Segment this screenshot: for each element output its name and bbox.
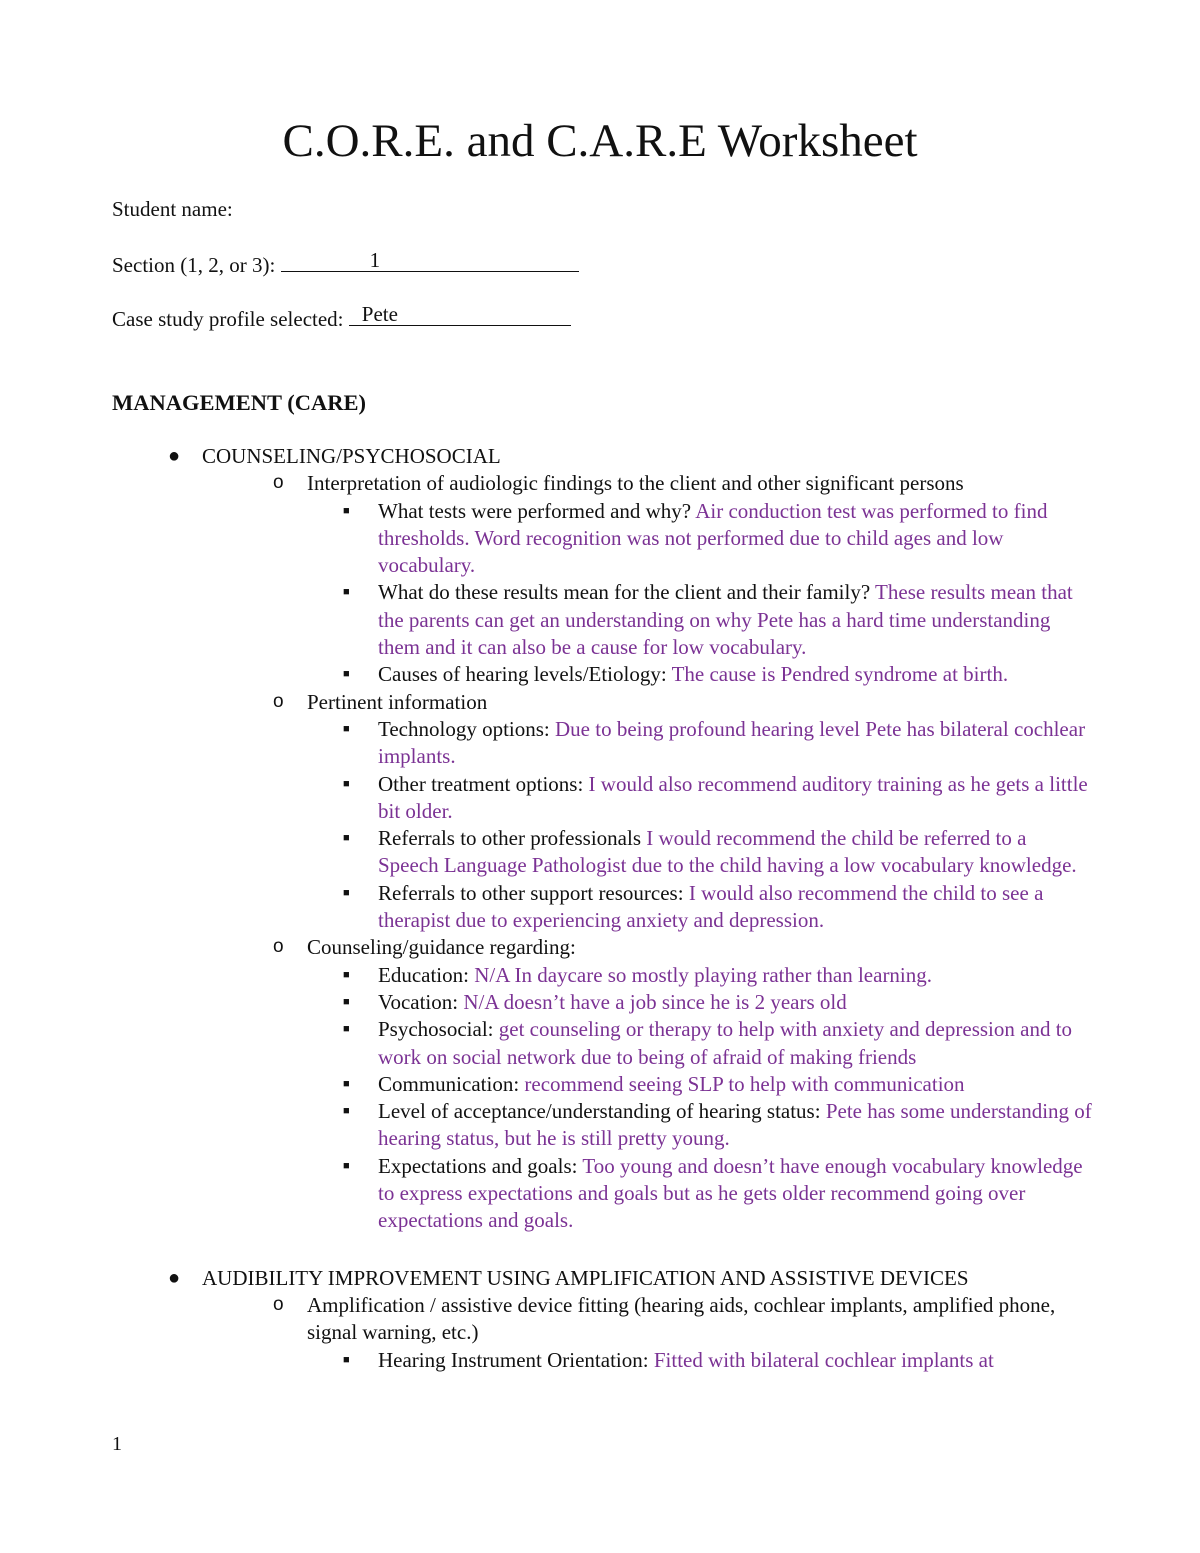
- bullet-marker: ●: [168, 1266, 181, 1289]
- section-spacer: [0, 1235, 1200, 1265]
- list-item: [0, 716, 1200, 771]
- question-text: Psychosocial:: [378, 1017, 494, 1042]
- sub-bullet-marker: o: [273, 1293, 284, 1315]
- answer-text: Due to being profound hearing level Pete has bilateral cochlear implants.: [378, 716, 1086, 769]
- list-item: [0, 825, 1200, 880]
- section-label: COUNSELING/PSYCHOSOCIAL: [202, 444, 501, 468]
- section-blank: [281, 249, 579, 272]
- subsection-label: Pertinent information: [307, 689, 488, 714]
- question-text: What tests were performed and why?: [378, 498, 692, 523]
- answer-text: Too young and doesn’t have enough vocabulary knowledge to express expectations and goals but as he gets older recommend going over expectations and goals.: [378, 1153, 1083, 1233]
- subsection-label: Counseling/guidance regarding:: [307, 935, 576, 960]
- bullet-marker: ●: [168, 445, 181, 467]
- answer-text: get counseling or therapy to help with anxiety and depression and to work on social network due to being of afraid of making friends: [378, 1017, 1073, 1069]
- sub-bullet-marker: o: [273, 472, 284, 494]
- case-study-blank: [349, 303, 571, 326]
- question-text: Hearing Instrument Orientation:: [378, 1347, 649, 1372]
- square-bullet-marker: ■: [343, 968, 350, 981]
- answer-text: recommend seeing SLP to help with communication: [524, 1071, 965, 1096]
- answer-text: N/A In daycare so mostly playing rather than learning.: [474, 962, 933, 987]
- list-item: [0, 962, 1200, 989]
- list-item: [0, 880, 1200, 935]
- square-bullet-marker: ■: [343, 995, 350, 1008]
- square-bullet-marker: ■: [343, 1105, 350, 1118]
- subsection-amplification: [0, 1292, 1200, 1347]
- student-name-label: Student name:: [112, 197, 233, 221]
- list-item: [0, 579, 1200, 661]
- question-text: Technology options:: [378, 716, 550, 741]
- page-number: 1: [112, 1433, 122, 1455]
- square-bullet-marker: ■: [343, 886, 350, 899]
- question-text: Communication:: [378, 1071, 520, 1096]
- answer-text: Air conduction test was performed to find thresholds. Word recognition was not performed due to child ages and low vocabulary.: [378, 498, 1048, 578]
- square-bullet-marker: ■: [343, 504, 350, 517]
- list-item: [0, 498, 1200, 580]
- question-text: Level of acceptance/understanding of hearing status:: [378, 1099, 821, 1124]
- list-item: [0, 1071, 1200, 1098]
- list-item: [0, 661, 1200, 688]
- answer-text: I would recommend the child be referred to a Speech Language Pathologist due to the child having a low vocabulary knowledge.: [378, 826, 1077, 878]
- subsection-guidance: [0, 934, 1200, 961]
- square-bullet-marker: ■: [343, 777, 350, 790]
- square-bullet-marker: ■: [343, 668, 350, 681]
- case-study-value: Pete: [361, 302, 398, 326]
- square-bullet-marker: ■: [343, 722, 350, 735]
- answer-text: The cause is Pendred syndrome at birth.: [671, 662, 1009, 687]
- worksheet-title: C.O.R.E. and C.A.R.E Worksheet: [282, 115, 918, 167]
- sub-bullet-marker: o: [273, 690, 284, 712]
- square-bullet-marker: ■: [343, 1353, 350, 1366]
- subsection-interpretation: [0, 470, 1200, 497]
- counseling-section: [0, 443, 1200, 470]
- question-text: Expectations and goals:: [378, 1153, 578, 1178]
- subsection-label: Interpretation of audiologic findings to the client and other significant persons: [307, 471, 964, 496]
- section-value: 1: [369, 248, 381, 272]
- management-heading: MANAGEMENT (CARE): [112, 390, 366, 415]
- list-item: [0, 989, 1200, 1016]
- list-item: [0, 1098, 1200, 1153]
- question-text: Other treatment options:: [378, 771, 584, 796]
- section-label: Section (1, 2, or 3):: [112, 253, 276, 277]
- sub-bullet-marker: o: [273, 936, 284, 958]
- question-text: Referrals to other professionals: [378, 826, 642, 851]
- square-bullet-marker: ■: [343, 1077, 350, 1090]
- answer-text: Fitted with bilateral cochlear implants at: [653, 1347, 994, 1372]
- section-label: AUDIBILITY IMPROVEMENT USING AMPLIFICATION AND ASSISTIVE DEVICES: [202, 1265, 969, 1290]
- square-bullet-marker: ■: [343, 1159, 350, 1172]
- answer-text: These results mean that the parents can get an understanding on why Pete has a hard time understanding them and it can also be a cause for low vocabulary.: [378, 580, 1073, 660]
- answer-text: Pete has some understanding of hearing status, but he is still pretty young.: [378, 1099, 1092, 1151]
- list-item: [0, 1016, 1200, 1071]
- square-bullet-marker: ■: [343, 832, 350, 845]
- case-study-field: [112, 303, 571, 332]
- student-name-field: [112, 196, 233, 222]
- case-study-label: Case study profile selected:: [112, 307, 344, 331]
- answer-text: I would also recommend the child to see a therapist due to experiencing anxiety and depression.: [378, 880, 1044, 933]
- question-text: Causes of hearing levels/Etiology:: [378, 662, 667, 687]
- question-text: Vocation:: [378, 989, 459, 1014]
- subsection-pertinent: [0, 689, 1200, 716]
- square-bullet-marker: ■: [343, 1023, 350, 1036]
- question-text: What do these results mean for the client and their family?: [378, 580, 871, 605]
- subsection-label: Amplification / assistive device fitting (hearing aids, cochlear implants, amplified phone, signal warning, etc.): [307, 1292, 1056, 1345]
- audibility-section: [0, 1265, 1200, 1292]
- worksheet-content: [0, 443, 1200, 1374]
- section-field: [112, 249, 579, 278]
- list-item: [0, 1153, 1200, 1235]
- question-text: Referrals to other support resources:: [378, 880, 684, 905]
- square-bullet-marker: ■: [343, 586, 350, 599]
- answer-text: I would also recommend auditory training as he gets a little bit older.: [378, 771, 1088, 823]
- answer-text: N/A doesn’t have a job since he is 2 years old: [463, 989, 847, 1014]
- question-text: Education:: [378, 962, 469, 987]
- list-item: [0, 771, 1200, 826]
- list-item: [0, 1347, 1200, 1374]
